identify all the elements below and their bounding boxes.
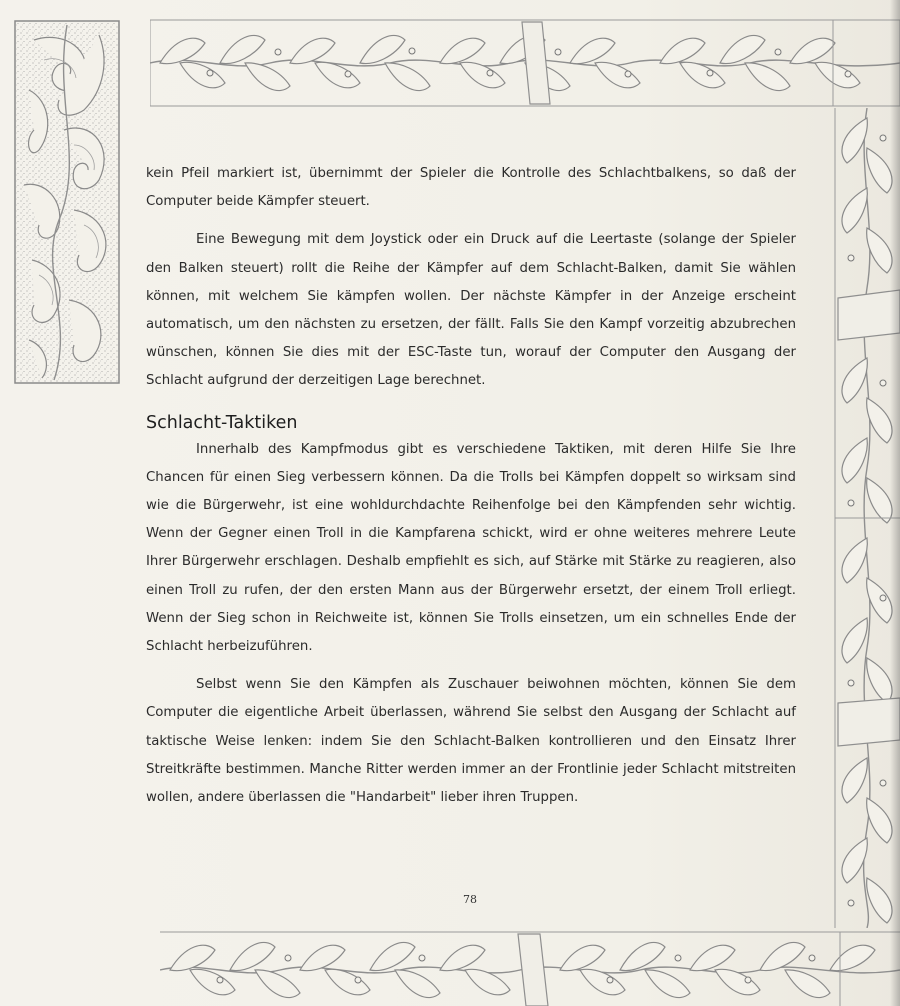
body-text [146, 160, 796, 822]
paragraph-4: Selbst wenn Sie den Kämpfen als Zuschauer beiwohnen möchten, können Sie dem Computer die eigentliche Arbeit überlassen, während Sie selbst den Ausgang der Schlacht auf taktische Weise lenken: indem Sie den Schlacht-Balken kontrollieren und den Einsatz Ihrer Streitkräfte bestimmen. Manche Ritter werden immer an der Frontlinie jeder Schlacht mitstreiten wollen, andere überlassen die "Handarbeit" lieber ihren Truppen. [146, 677, 796, 806]
page-edge-shadow [890, 0, 900, 1006]
acanthus-scroll-icon [14, 20, 120, 384]
page-number: 78 [463, 893, 477, 906]
paragraph-2: Eine Bewegung mit dem Joystick oder ein Druck auf die Leertaste (solange der Spieler den Balken steuert) rollt die Reihe der Kämpfer auf dem Schlacht-Balken, damit Sie wählen können, mit welchem Sie kämpfen wollen. Der nächste Kämpfer in der Anzeige erscheint automatisch, um den nächsten zu ersetzen, der fällt. Falls Sie den Kampf vorzeitig abzubrechen wünschen, können Sie dies mit der ESC-Taste tun, worauf der Computer den Ausgang der Schlacht aufgrund der derzeitigen Lage berechnet. [146, 232, 796, 389]
paragraph-3: Innerhalb des Kampfmodus gibt es verschiedene Taktiken, mit deren Hilfe Sie Ihre Chancen für einen Sieg verbessern können. Da die Trolls bei Kämpfen doppelt so wirksam sind wie die Bürgerwehr, ist eine wohldurchdachte Reihenfolge bei den Kämpfenden sehr wichtig. Wenn der Gegner einen Troll in die Kampfarena schickt, wird er ohne weiteres mehrere Leute Ihrer Bürgerwehr erschlagen. Deshalb empfiehlt es sich, auf Stärke mit Stärke zu reagieren, also einen Troll zu rufen, der den ersten Mann aus der Bürgerwehr ersetzt, der einem Troll erliegt. Wenn der Sieg schon in Reichweite ist, können Sie Trolls einsetzen, um ein schnelles Ende der Schlacht herbeizuführen. [146, 441, 796, 655]
paragraph-1: kein Pfeil markiert ist, übernimmt der Spieler die Kontrolle des Schlachtbalkens, so daß der Computer beide Kämpfer steuert. [146, 166, 796, 210]
laurel-garland-icon [160, 930, 900, 1006]
section-heading: Schlacht-Taktiken [146, 412, 298, 433]
laurel-garland-icon [150, 18, 900, 108]
